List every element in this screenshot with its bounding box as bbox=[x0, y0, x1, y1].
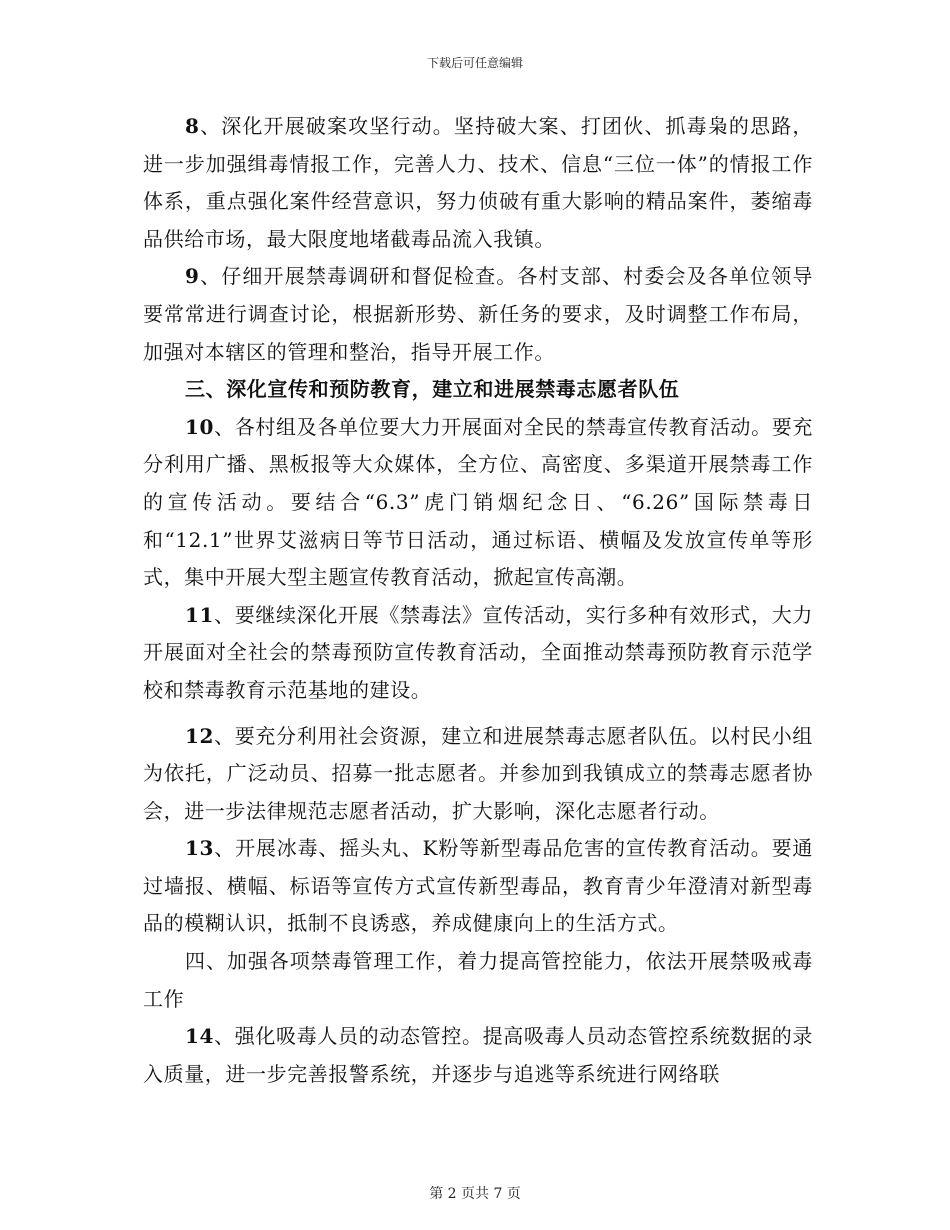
paragraph-8 bbox=[143, 108, 813, 258]
item-number: 11 bbox=[185, 602, 215, 627]
paragraph-text: 、要充分利用社会资源，建立和进展禁毒志愿者队伍。以村民小组为依托，广泛动员、招募一批志愿者。并参加到我镇成立的禁毒志愿者协会，进一步法律规范志愿者活动，扩大影响，深化志愿者行动。 bbox=[143, 723, 813, 823]
paragraph-12 bbox=[143, 718, 813, 831]
page-footer: 第 2 页共 7 页 bbox=[429, 1186, 521, 1202]
item-number: 9 bbox=[185, 264, 200, 289]
document-body bbox=[143, 108, 813, 1093]
paragraph-13 bbox=[143, 830, 813, 943]
paragraph-text: 、强化吸毒人员的动态管控。提高吸毒人员动态管控系统数据的录入质量，进一步完善报警系统，并逐步与追逃等系统进行网络联 bbox=[143, 1024, 813, 1086]
section-heading-4: 四、加强各项禁毒管理工作，着力提高管控能力，依法开展禁吸戒毒工作 bbox=[143, 949, 813, 1011]
item-number: 12 bbox=[185, 723, 215, 748]
item-number: 14 bbox=[185, 1024, 215, 1049]
item-number: 13 bbox=[185, 836, 215, 861]
paragraph-text: 、要继续深化开展《禁毒法》宣传活动，实行多种有效形式，大力开展面对全社会的禁毒预防宣传教育活动，全面推动禁毒预防教育示范学校和禁毒教育示范基地的建设。 bbox=[143, 602, 813, 702]
paragraph-10 bbox=[143, 409, 813, 597]
paragraph-text: 、仔细开展禁毒调研和督促检查。各村支部、村委会及各单位领导要常常进行调查讨论，根据新形势、新任务的要求，及时调整工作布局，加强对本辖区的管理和整治，指导开展工作。 bbox=[143, 264, 813, 364]
page-header: 下载后可任意编辑 bbox=[426, 56, 523, 70]
paragraph-9 bbox=[143, 258, 813, 371]
item-number: 10 bbox=[185, 414, 215, 439]
paragraph-text: 、各村组及各单位要大力开展面对全民的禁毒宣传教育活动。要充分利用广播、黑板报等大众媒体，全方位、高密度、多渠道开展禁毒工作的宣传活动。要结合“6.3”虎门销烟纪念日、“6.26”国际禁毒日和“12.1”世界艾滋病日等节日活动，通过标语、横幅及发放宣传单等形式，集中开展大型主题宣传教育活动，掀起宣传高潮。 bbox=[143, 414, 813, 590]
paragraph-11 bbox=[143, 597, 813, 710]
section-heading-3: 三、深化宣传和预防教育，建立和进展禁毒志愿者队伍 bbox=[185, 377, 680, 402]
paragraph-14 bbox=[143, 1018, 813, 1093]
paragraph-text: 、开展冰毒、摇头丸、K粉等新型毒品危害的宣传教育活动。要通过墙报、横幅、标语等宣传方式宣传新型毒品，教育青少年澄清对新型毒品的模糊认识，抵制不良诱惑，养成健康向上的生活方式。 bbox=[143, 836, 813, 936]
paragraph-text: 、深化开展破案攻坚行动。坚持破大案、打团伙、抓毒枭的思路，进一步加强缉毒情报工作，完善人力、技术、信息“三位一体”的情报工作体系，重点强化案件经营意识，努力侦破有重大影响的精品案件，萎缩毒品供给市场，最大限度地堵截毒品流入我镇。 bbox=[143, 114, 813, 251]
item-number: 8 bbox=[185, 114, 200, 138]
